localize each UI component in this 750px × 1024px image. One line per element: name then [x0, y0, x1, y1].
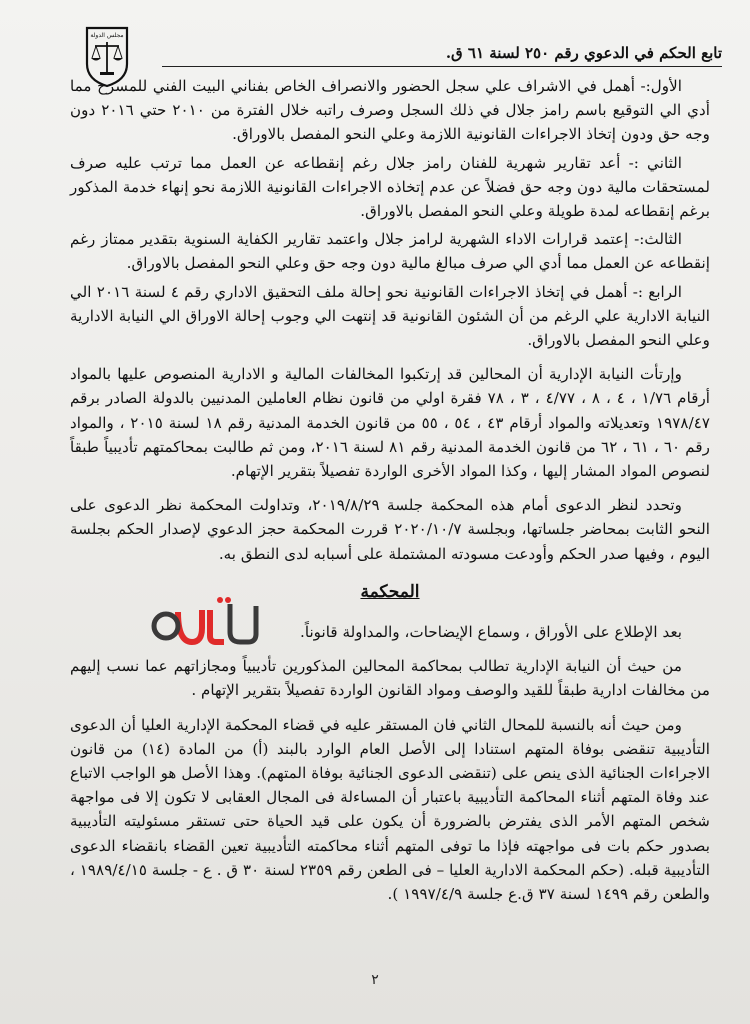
document-body — [70, 74, 710, 910]
paragraph-session-dates: وتحدد لنظر الدعوى أمام هذه المحكمة جلسة ٢٠١٩/٨/٢٩، وتداولت المحكمة نظر الدعوى على النحو الثابت بمحاضر جلساتها، وبجلسة ٢٠٢٠/١٠/٧ قررت المحكمة حجز الدعوي لإصدار الحكم بجلسة اليوم ، وفيها صدر الحكم وأودعت مسودته المشتملة على أسبابه لدى النطق به. — [70, 496, 710, 563]
paragraph-fourth-charge: الرابع :- أهمل في إتخاذ الاجراءات القانونية نحو إحالة ملف التحقيق الاداري رقم ٤ لسنة ٢٠١٦ الي النيابة الادارية علي الرغم من أن الشئون القانونية قد إنتهت الي وجوب إحالة الاوراق الي النيابة الادارية وعلي النحو المفصل بالاوراق. — [70, 282, 710, 350]
paragraph-ruling-reasoning: ومن حيث أنه بالنسبة للمحال الثاني فان المستقر عليه في قضاء المحكمة الإدارية العليا أن الدعوى التأديبية تنقضى بوفاة المتهم استنادا إلى الأصل العام الوارد بالبند (أ) من المادة (١٤) من قانون الاجراءات الجنائية الذى ينص على (تنقضى الدعوى الجنائية بوفاة المتهم). وهذا الأصل هو الواجب الاتباع عند وفاة المتهم أثناء المحاكمة التأديبية باعتبار أن المساءلة فى المجال العقابى لا تكون إلا فى مواجهة شخص المتهم الأمر الذى يفترض بالضرورة أن يكون على قيد الحياة حتى تستقر مسئوليته التأديبية بصدور حكم بات فى مواجهته فإذا ما توفى المتهم أثناء محاكمته التأديبية تعين القضاء بانقضاء الدعوى التأديبية قبله. (حكم المحكمة الادارية العليا – فى الطعن رقم ٢٣٥٩ لسنة ٣٠ ق . ع - جلسة ١٩٨٩/٤/١٥ ، والطعن رقم ١٤٩٩ لسنة ٣٧ ق.ع جلسة ١٩٩٧/٤/٩ ). — [70, 715, 711, 904]
paragraph-review: بعد الإطلاع على الأوراق ، وسماع الإيضاحات، والمداولة قانوناً. — [300, 623, 682, 642]
paragraph-prosecution-articles: وإرتأت النيابة الإدارية أن المحالين قد إرتكبوا المخالفات المالية و الادارية المنصوص عليها بالمواد أرقام ١/٧٦ ، ٤ ، ٨ ، ٤/٧٧ ، ٣ ، ٧٨ فقرة اولي من قانون نظام العاملين المدنيين بالدولة الصادر برقم ١٩٧٨/٤٧ وتعديلاته والمواد أرقام ٤٣ ، ٥٤ ، ٥٥ من قانون الخدمة المدنية رقم ١٨ لسنة ٢٠١٥ ، والمواد رقم ٦٠ ، ٦١ ، ٦٢ من قانون الخدمة المدنية رقم ٨١ لسنة ٢٠١٦، ومن ثم طالبت بمحاكمتهم تأديبياً طبقاً لنصوص المواد المشار إليها ، وكذا المواد الأخرى الواردة تفصيلاً بتقرير الإتهام. — [70, 365, 711, 481]
paragraph-second-charge: الثاني :- أعد تقارير شهرية للفنان رامز جلال رغم إنقطاعه عن العمل مما ترتب عليه صرف لمستحقات مالية دون وجه حق فضلاً عن عدم إتخاذه الاجراءات القانونية اللازمة نحو إنهاء خدمة المذكور برغم إنقطاعه لمدة طويلة وعلي النحو المفصل بالاوراق. — [70, 153, 710, 221]
fito-watermark-logo — [148, 592, 278, 652]
section-title-court: المحكمة — [360, 581, 420, 602]
page-number: ٢ — [371, 972, 379, 988]
court-seal-text: مجلس الدولة — [90, 32, 124, 39]
paragraph-prosecution-request: من حيث أن النيابة الإدارية تطالب بمحاكمة المحالين المذكورين تأديبياً ومجازاتهم عما نسب إليهم من مخالفات ادارية طبقاً للقيد والوصف ومواد القانون الواردة تفصيلاً بتقرير الإتهام . — [70, 657, 710, 700]
paragraph-third-charge: الثالث:- إعتمد قرارات الاداء الشهرية لرامز جلال واعتمد تقارير الكفاية السنوية بتقدير ممتاز رغم إنقطاعه عن العمل مما أدي الي صرف مبالغ مالية دون وجه حق وعلي النحو المفصل بالاوراق. — [70, 230, 710, 273]
paragraph-first-charge: الأول:- أهمل في الاشراف علي سجل الحضور والانصراف الخاص بفناني البيت الفني للمسرح مما أدي الي التوقيع باسم رامز جلال في ذلك السجل وصرف راتبه خلال الفترة من ٢٠١٠ حتي ٢٠١٦ دون وجه حق ودون إتخاذ الاجراءات القانونية اللازمة وعلي النحو المفصل بالاوراق. — [70, 77, 710, 144]
document-header: تابع الحكم في الدعوي رقم ٢٥٠ لسنة ٦١ ق. — [162, 44, 722, 67]
